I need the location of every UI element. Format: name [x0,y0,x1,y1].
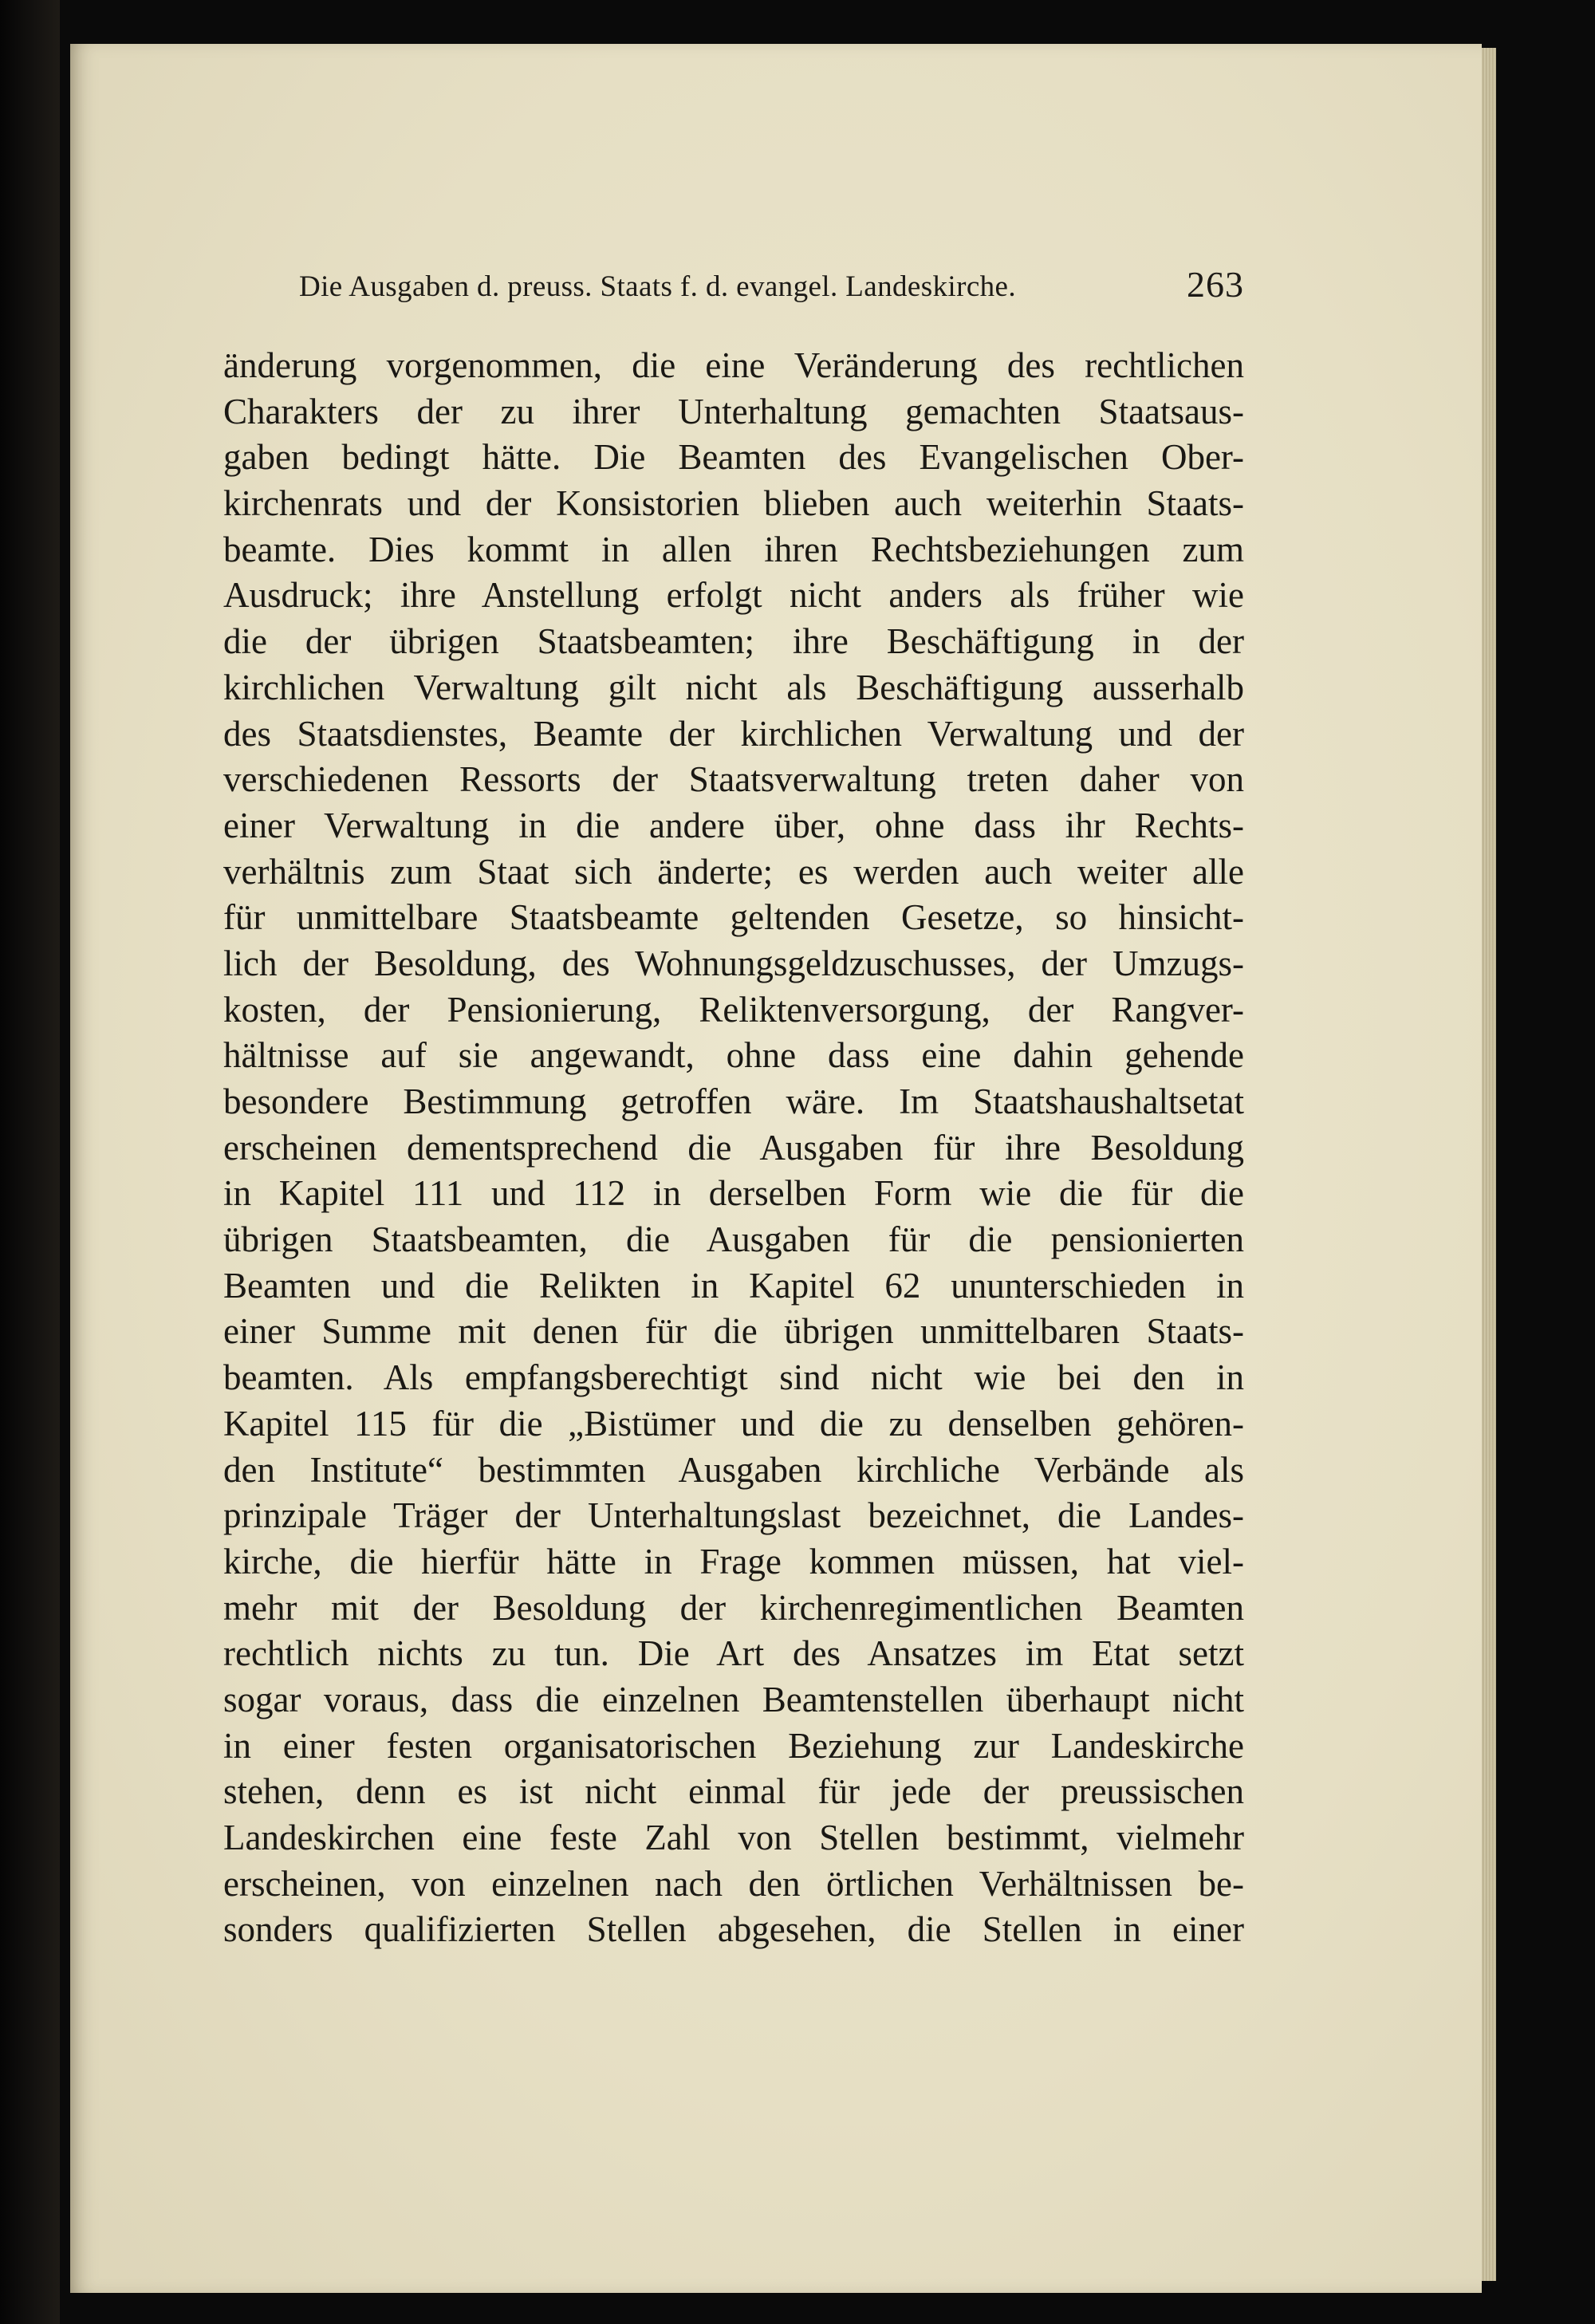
text-line: erscheinen, von einzelnen nach den örtlichen Verhältnissen be- [223,1863,1244,1904]
text-line: sogar voraus, dass die einzelnen Beamtenstellen überhaupt nicht [223,1679,1244,1719]
page-number: 263 [1187,264,1244,305]
running-head-title: Die Ausgaben d. preuss. Staats f. d. evangel. Landeskirche. [299,270,1017,303]
text-line: für unmittelbare Staatsbeamte geltenden Gesetze, so hinsicht- [223,897,1244,938]
text-line: gaben bedingt hätte. Die Beamten des Evangelischen Ober- [223,437,1244,478]
text-line: in Kapitel 111 und 112 in derselben Form wie die für die [223,1173,1244,1214]
text-line: Kapitel 115 für die „Bistümer und die zu denselben gehören- [223,1403,1244,1444]
text-line: des Staatsdienstes, Beamte der kirchlichen Verwaltung und der [223,713,1244,754]
text-line: rechtlich nichts zu tun. Die Art des Ansatzes im Etat setzt [223,1633,1244,1674]
text-line: in einer festen organisatorischen Beziehung zur Landeskirche [223,1725,1244,1766]
text-line: Ausdruck; ihre Anstellung erfolgt nicht anders als früher wie [223,575,1244,616]
text-line: mehr mit der Besoldung der kirchenregimentlichen Beamten [223,1587,1244,1628]
text-line: einer Summe mit denen für die übrigen unmittelbaren Staats- [223,1311,1244,1352]
running-head [299,263,1244,311]
text-line: den Institute“ bestimmten Ausgaben kirchliche Verbände als [223,1449,1244,1490]
text-line: prinzipale Träger der Unterhaltungslast bezeichnet, die Landes- [223,1495,1244,1536]
text-line: hältnisse auf sie angewandt, ohne dass eine dahin gehende [223,1035,1244,1076]
page-stack-edge [1482,48,1496,2281]
text-line: Charakters der zu ihrer Unterhaltung gemachten Staatsaus- [223,391,1244,431]
text-line: besondere Bestimmung getroffen wäre. Im Staatshaushaltsetat [223,1081,1244,1121]
text-line: kirche, die hierfür hätte in Frage kommen müssen, hat viel- [223,1541,1244,1582]
text-line: einer Verwaltung in die andere über, ohne dass ihr Rechts- [223,805,1244,845]
text-line: lich der Besoldung, des Wohnungsgeldzuschusses, der Umzugs- [223,943,1244,983]
text-line: änderung vorgenommen, die eine Veränderung des rechtlichen [223,345,1244,385]
text-line: übrigen Staatsbeamten, die Ausgaben für die pensionierten [223,1219,1244,1260]
text-line: Beamten und die Relikten in Kapitel 62 ununterschieden in [223,1265,1244,1306]
text-line: beamte. Dies kommt in allen ihren Rechtsbeziehungen zum [223,529,1244,569]
text-line: erscheinen dementsprechend die Ausgaben für ihre Besoldung [223,1127,1244,1168]
text-line: beamten. Als empfangsberechtigt sind nicht wie bei den in [223,1357,1244,1398]
text-line: kosten, der Pensionierung, Reliktenversorgung, der Rangver- [223,989,1244,1030]
text-line: kirchlichen Verwaltung gilt nicht als Beschäftigung ausserhalb [223,667,1244,707]
binding-shadow [0,0,60,2324]
text-line: die der übrigen Staatsbeamten; ihre Beschäftigung in der [223,621,1244,662]
text-line: verhältnis zum Staat sich änderte; es werden auch weiter alle [223,851,1244,892]
text-line: Landeskirchen eine feste Zahl von Stellen bestimmt, vielmehr [223,1818,1244,1857]
text-line: stehen, denn es ist nicht einmal für jede der preussischen [223,1771,1244,1812]
text-line: kirchenrats und der Konsistorien blieben auch weiterhin Staats- [223,483,1244,524]
body-paragraph [223,343,1244,1953]
text-line: verschiedenen Ressorts der Staatsverwaltung treten daher von [223,759,1244,800]
text-line: sonders qualifizierten Stellen abgesehen, die Stellen in einer [223,1909,1244,1950]
